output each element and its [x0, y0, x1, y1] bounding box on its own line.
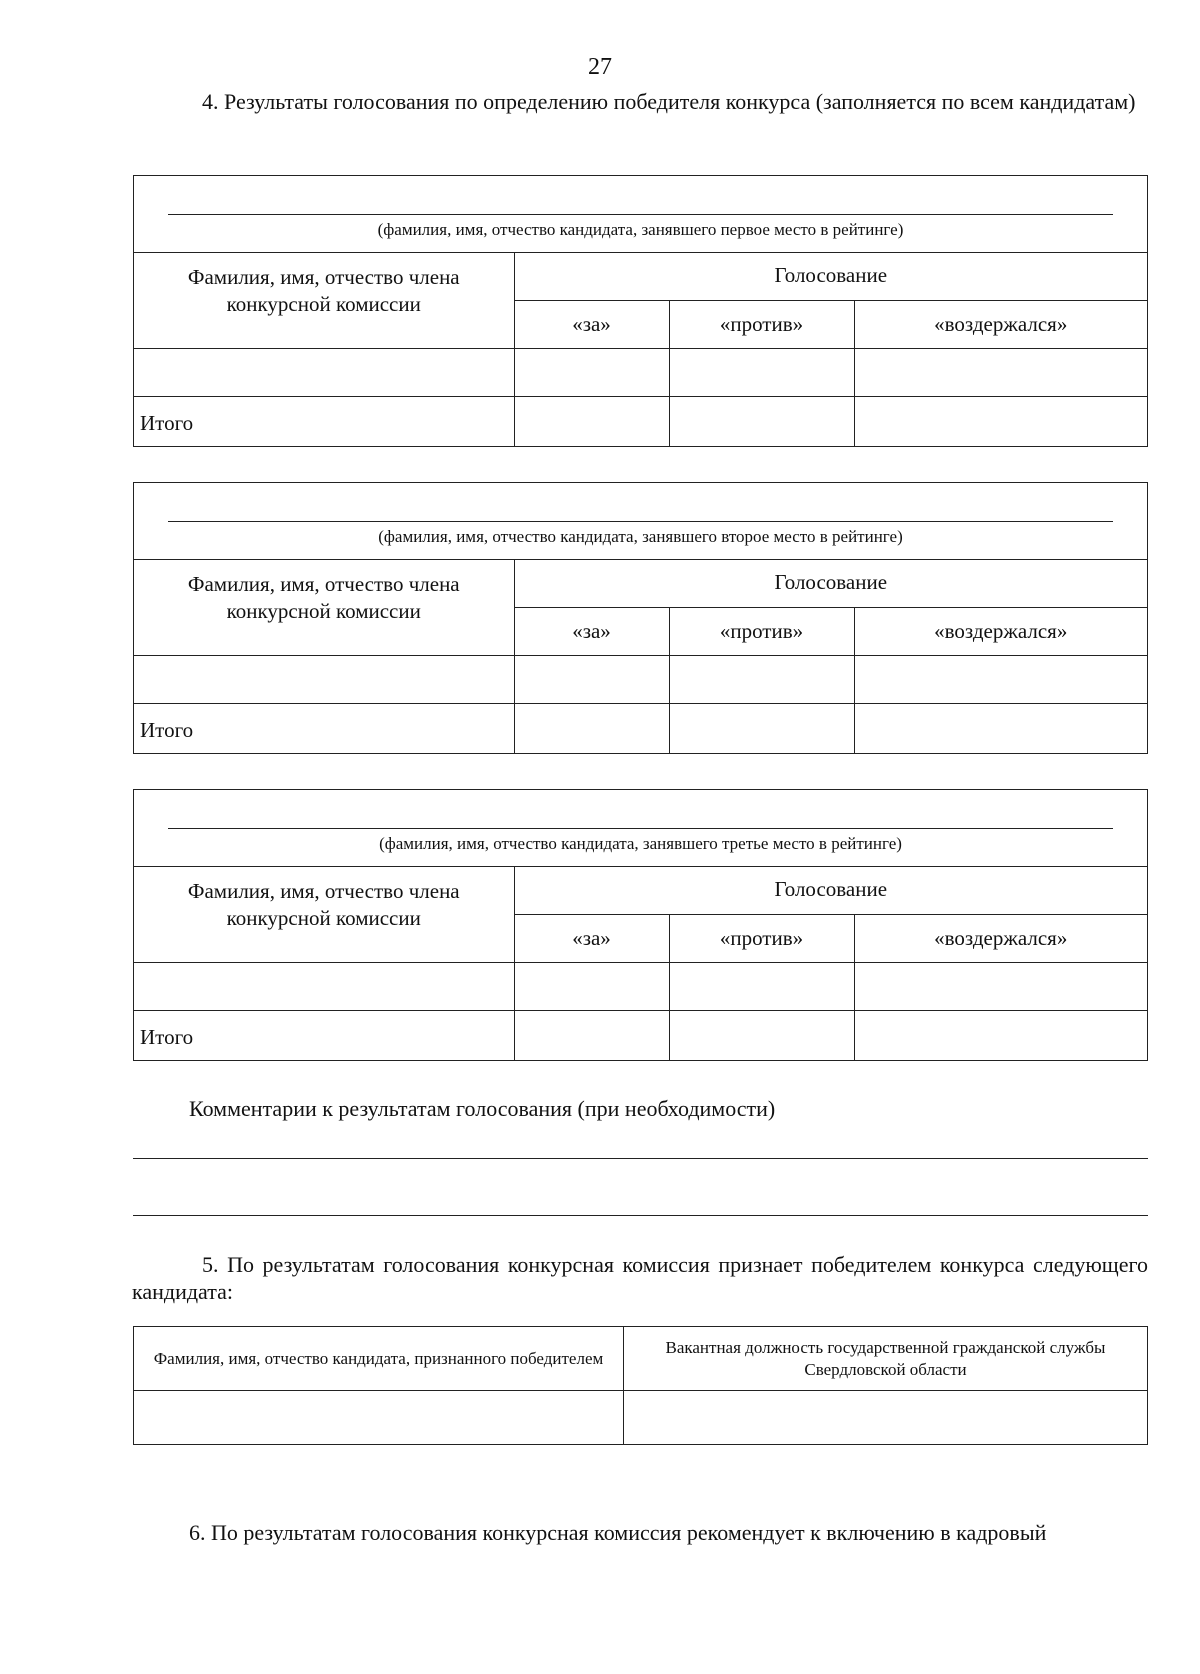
total-against-cell: [669, 1010, 854, 1060]
vote-block-first-place: [133, 175, 1148, 447]
total-abstain-cell: [854, 703, 1147, 753]
comment-line-1: [133, 1158, 1148, 1159]
abstain-cell: [854, 962, 1147, 1010]
vote-block-third-place: [133, 789, 1148, 1061]
voting-header: Голосование: [514, 866, 1147, 914]
member-name-cell: [134, 348, 514, 396]
winner-table: [133, 1326, 1148, 1445]
column-for: «за»: [514, 300, 669, 348]
column-for: «за»: [514, 914, 669, 962]
vote-block-second-place: [133, 482, 1148, 754]
against-cell: [669, 655, 854, 703]
section-4-text: 4. Результаты голосования по определению победителя конкурса (заполняется по всем кандидатам): [202, 89, 1136, 114]
candidate-name-line: [168, 214, 1113, 215]
candidate-header: [134, 790, 1147, 867]
column-abstain: «воздержался»: [854, 300, 1147, 348]
comment-line-2: [133, 1215, 1148, 1216]
comments-label: Комментарии к результатам голосования (при необходимости): [189, 1096, 776, 1121]
column-abstain: «воздержался»: [854, 914, 1147, 962]
against-cell: [669, 348, 854, 396]
page-number: 27: [588, 54, 612, 80]
member-header: Фамилия, имя, отчество члена конкурсной комиссии: [134, 252, 514, 348]
member-name-cell: [134, 655, 514, 703]
for-cell: [514, 962, 669, 1010]
vote-table: [134, 252, 1147, 446]
candidate-header: [134, 176, 1147, 253]
vote-table: [134, 559, 1147, 753]
member-name-cell: [134, 962, 514, 1010]
winner-name-header: Фамилия, имя, отчество кандидата, признанного победителем: [134, 1327, 624, 1391]
total-label: Итого: [134, 703, 514, 753]
for-cell: [514, 655, 669, 703]
candidate-caption: (фамилия, имя, отчество кандидата, занявшего первое место в рейтинге): [377, 220, 904, 239]
candidate-name-line: [168, 521, 1113, 522]
section-6-paragraph: [132, 1519, 1148, 1546]
section-6-text: 6. По результатам голосования конкурсная комиссия рекомендует к включению в кадровый: [189, 1520, 1047, 1545]
total-for-cell: [514, 1010, 669, 1060]
total-for-cell: [514, 703, 669, 753]
total-abstain-cell: [854, 1010, 1147, 1060]
column-against: «против»: [669, 300, 854, 348]
total-against-cell: [669, 396, 854, 446]
section-5-text: 5. По результатам голосования конкурсная комиссия признает победителем конкурса следующего кандидата:: [132, 1252, 1148, 1304]
column-against: «против»: [669, 914, 854, 962]
voting-header: Голосование: [514, 252, 1147, 300]
member-header: Фамилия, имя, отчество члена конкурсной комиссии: [134, 866, 514, 962]
abstain-cell: [854, 348, 1147, 396]
total-for-cell: [514, 396, 669, 446]
candidate-name-line: [168, 828, 1113, 829]
section-5-paragraph: [132, 1251, 1148, 1305]
vacant-position-cell: [624, 1391, 1148, 1445]
winner-name-cell: [134, 1391, 624, 1445]
section-4-paragraph: [132, 88, 1148, 115]
abstain-cell: [854, 655, 1147, 703]
against-cell: [669, 962, 854, 1010]
total-against-cell: [669, 703, 854, 753]
total-abstain-cell: [854, 396, 1147, 446]
candidate-header: [134, 483, 1147, 560]
column-for: «за»: [514, 607, 669, 655]
member-header: Фамилия, имя, отчество члена конкурсной комиссии: [134, 559, 514, 655]
vacant-position-header: Вакантная должность государственной гражданской службы Свердловской области: [624, 1327, 1148, 1391]
total-label: Итого: [134, 1010, 514, 1060]
voting-header: Голосование: [514, 559, 1147, 607]
candidate-caption: (фамилия, имя, отчество кандидата, занявшего третье место в рейтинге): [379, 834, 902, 853]
vote-table: [134, 866, 1147, 1060]
column-against: «против»: [669, 607, 854, 655]
total-label: Итого: [134, 396, 514, 446]
candidate-caption: (фамилия, имя, отчество кандидата, занявшего второе место в рейтинге): [378, 527, 903, 546]
column-abstain: «воздержался»: [854, 607, 1147, 655]
for-cell: [514, 348, 669, 396]
